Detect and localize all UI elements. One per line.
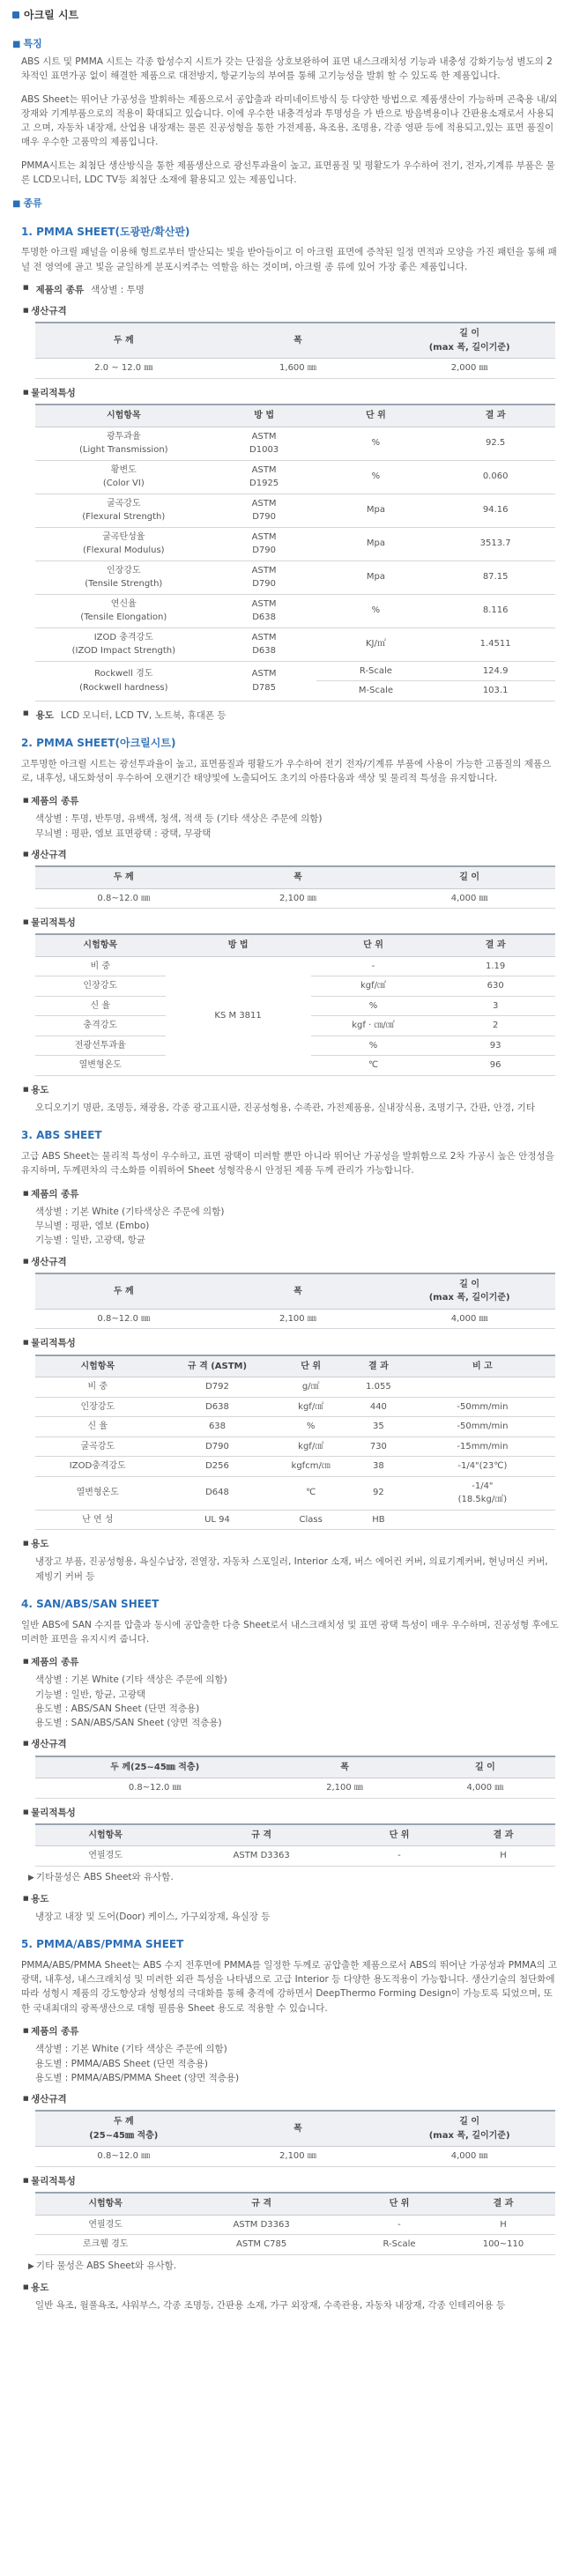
spec-heading: ■ 생산규격: [23, 304, 560, 318]
props-cell: %: [311, 1036, 436, 1056]
props-cell: 8.116: [435, 594, 555, 627]
usage-value: 냉장고 부품, 진공성형용, 욕실수납장, 전열장, 자동차 스포일러, Interior 소재, 버스 에어컨 커버, 의료기계커버, 현닝머신 커버, 제빙기 커버 등: [35, 1556, 548, 1582]
product-kind-value: 색상별 : 투명: [91, 284, 145, 295]
props-cell: 1.4511: [435, 627, 555, 661]
spec-table: [35, 1756, 555, 1799]
title-text: 아크릴 시트: [24, 9, 79, 21]
props-table: [35, 933, 555, 1076]
props-cell: kgfcm/㎝: [274, 1457, 347, 1477]
props-cell: [212, 661, 316, 701]
spec-cell: 0.8~12.0 ㎜: [35, 888, 212, 909]
props-cell: 94.16: [435, 494, 555, 527]
props-col-unit: 단 위: [316, 405, 436, 427]
spec-col-width: 폭: [212, 323, 384, 359]
props-cell: %: [274, 1417, 347, 1437]
product-kind-label: ■ 제품의 종류: [35, 284, 84, 295]
spec-cell: 2,000 ㎜: [383, 359, 555, 379]
table-row: [35, 1436, 555, 1457]
spec-col-length-label: 길 이 (max 폭, 길이기준): [428, 1279, 510, 1303]
props-cell: ℃: [274, 1476, 347, 1510]
props-heading: ■ 물리적특성: [23, 386, 560, 400]
props-cell: 124.9: [435, 661, 555, 681]
props-cell: 93: [435, 1036, 555, 1056]
spec-cell: 2.0 ~ 12.0 ㎜: [35, 359, 212, 379]
props-cell: ASTM D790: [212, 560, 316, 594]
props-col-result: 결 과: [347, 1355, 410, 1377]
props-cell: D256: [160, 1457, 275, 1477]
spec-col-thickness: 두 께: [35, 323, 212, 359]
props-cell: 비 중: [35, 956, 166, 976]
props-heading: ■ 물리적특성: [23, 2174, 560, 2188]
section-title-san-abs-san: 4. SAN/ABS/SAN SHEET: [21, 1597, 160, 1610]
kinds-heading: [12, 196, 560, 212]
product-kind-heading: ■ 제품의 종류: [23, 794, 560, 808]
props-cell: 100~110: [451, 2235, 555, 2255]
product-kind-line: 용도별 : PMMA/ABS Sheet (단면 적층용): [35, 2058, 208, 2069]
spec-cell: 0.8~12.0 ㎜: [35, 1309, 212, 1329]
props-cell: %: [316, 594, 436, 627]
props-cell: D790: [160, 1436, 275, 1457]
props-cell: 충격강도: [35, 1016, 166, 1036]
props-cell: R-Scale: [347, 2235, 451, 2255]
spec-col-width: 폭: [212, 1273, 384, 1310]
props-col-unit: 단 위: [347, 2193, 451, 2215]
spec-col-length-label: 길 이 (max 폭, 길이기준): [428, 329, 510, 353]
props-col-item: 시험항목: [35, 1355, 160, 1377]
props-cell: 3513.7: [435, 527, 555, 560]
props-cell: 신 율: [35, 1417, 160, 1437]
props-cell: UL 94: [160, 1510, 275, 1530]
props-table: [35, 1355, 555, 1531]
props-cell: Class: [274, 1510, 347, 1530]
props-cell: -1/4"(23℃): [410, 1457, 555, 1477]
props-cell: -1/4" (18.5kg/㎠): [410, 1476, 555, 1510]
props-cell: ℃: [311, 1056, 436, 1076]
props-cell: [410, 1377, 555, 1398]
rockwell-name: Rockwell 경도 (Rockwell hardness): [79, 669, 168, 693]
product-kind-list: [12, 2042, 560, 2085]
props-cell: [35, 661, 212, 701]
spec-cell: 4,000 ㎜: [415, 1778, 555, 1799]
props-cell: -: [311, 956, 436, 976]
square-bullet-icon: ■: [12, 39, 21, 49]
props-col-result: 결 과: [435, 934, 555, 956]
spec-col-thickness: 두 께(25~45㎜ 적층): [35, 1756, 274, 1778]
props-cell: 황변도 (Color VI): [35, 460, 212, 494]
props-cell: 신 율: [35, 996, 166, 1016]
props-heading: ■ 물리적특성: [23, 1336, 560, 1350]
props-col-unit: 단 위: [347, 1824, 451, 1846]
props-table: [35, 1823, 555, 1867]
props-cell: Mpa: [316, 494, 436, 527]
props-cell: 로크웰 경도: [35, 2235, 175, 2255]
props-cell: 굴곡탄성율 (Flexural Modulus): [35, 527, 212, 560]
usage-heading: ■ 용도: [23, 1537, 560, 1551]
product-kind-line: 색상별 : 투명, 반투명, 유백색, 청색, 적색 등 (기타 색상은 주문에 의함): [35, 813, 323, 825]
table-row: [35, 460, 555, 494]
props-cell: ASTM C785: [175, 2235, 347, 2255]
props-cell: ASTM D3363: [175, 2215, 347, 2235]
props-cell: H: [451, 2215, 555, 2235]
props-cell: kgf/㎠: [274, 1436, 347, 1457]
props-col-method: 방 법: [212, 405, 316, 427]
document-title: [12, 5, 560, 29]
props-cell: HB: [347, 1510, 410, 1530]
section-title-pmma-acrylic: 2. PMMA SHEET(아크릴시트): [21, 736, 176, 749]
feature-paragraph: ABS Sheet는 뛰어난 가공성을 발휘하는 제품으로서 공압출과 라미네이트방식 등 다양한 방법으로 제품생산이 가능하며 곤축용 내/외장재와 기계부품으로의 적용이 확대되고 있습니다. 이에 우수한 내충격성과 투명성을 가 반으로 방음벽용이나 간판용소재로서 사용되고 으며, 자동차 내장재, 산업용 내장재는 물론 진공성형을 통한 가전제품, 욕조용, 조명용, 각종 영판 등에 적용되고,있는 표면 품질이 매우 우수한 고품막의 제품입니다.: [21, 93, 558, 148]
table-row: [35, 956, 555, 976]
props-cell: -15mm/min: [410, 1436, 555, 1457]
props-col-result: 결 과: [451, 2193, 555, 2215]
section-title-pmma-light-guide: 1. PMMA SHEET(도광판/확산판): [21, 225, 190, 238]
spec-heading: ■ 생산규격: [23, 2092, 560, 2106]
props-col-item: 시험항목: [35, 934, 166, 956]
feature-heading: [12, 36, 560, 52]
props-cell: 난 연 성: [35, 1510, 160, 1530]
props-cell: ASTM D1925: [212, 460, 316, 494]
props-cell: 연필경도: [35, 1846, 175, 1867]
spec-col-length: 길 이: [415, 1756, 555, 1778]
feature-label: 특징: [23, 37, 42, 49]
spec-col-length: [383, 2111, 555, 2147]
props-cell: 연신율 (Tensile Elongation): [35, 594, 212, 627]
props-cell: Mpa: [316, 527, 436, 560]
props-cell: 열변형온도: [35, 1476, 160, 1510]
props-col-unit: 단 위: [311, 934, 436, 956]
props-cell: 103.1: [435, 681, 555, 702]
props-cell: kgf/㎠: [311, 976, 436, 997]
section-title-abs: 3. ABS SHEET: [21, 1129, 102, 1142]
usage-value: 오디오기기 명판, 조명등, 채광용, 각종 광고표시판, 진공성형용, 수족관, 가전제품용, 실내장식용, 조명기구, 간판, 안경, 기타: [35, 1102, 535, 1114]
props-cell: ASTM D1003: [212, 427, 316, 460]
title-square-icon: [12, 11, 19, 19]
spec-col-thickness: 두 께: [35, 866, 212, 888]
table-row: [35, 594, 555, 627]
product-kind-heading: [23, 283, 560, 297]
props-note: ▶ 기타 물성은 ABS Sheet와 유사함.: [12, 2259, 560, 2274]
spec-cell: 2,100 ㎜: [274, 1778, 414, 1799]
section-title-pmma-abs-pmma: 5. PMMA/ABS/PMMA SHEET: [21, 1938, 184, 1951]
props-cell: %: [316, 427, 436, 460]
props-cell: KS M 3811: [166, 956, 311, 1075]
props-cell: 전광선투과율: [35, 1036, 166, 1056]
rockwell-method: ASTM D785: [251, 669, 277, 693]
props-col-method: 규 격 (ASTM): [160, 1355, 275, 1377]
props-cell: g/㎤: [274, 1377, 347, 1398]
props-cell: ASTM D638: [212, 594, 316, 627]
product-kind-line: 기능별 : 일반, 고광택, 항균: [35, 1235, 145, 1246]
props-cell: 인장강도 (Tensile Strength): [35, 560, 212, 594]
spec-cell: 2,100 ㎜: [212, 888, 384, 909]
props-col-result: 결 과: [451, 1824, 555, 1846]
props-cell: ASTM D790: [212, 494, 316, 527]
spec-col-thickness: [35, 2111, 212, 2147]
spec-cell: 0.8~12.0 ㎜: [35, 2147, 212, 2167]
props-col-method: 방 법: [166, 934, 311, 956]
props-cell: 비 중: [35, 1377, 160, 1398]
props-cell: IZOD충격강도: [35, 1457, 160, 1477]
props-cell: ASTM D790: [212, 527, 316, 560]
props-cell: %: [316, 460, 436, 494]
props-cell: -: [347, 1846, 451, 1867]
props-cell: -50mm/min: [410, 1397, 555, 1417]
table-row: [35, 527, 555, 560]
props-cell: 87.15: [435, 560, 555, 594]
table-row: [35, 494, 555, 527]
props-cell: Mpa: [316, 560, 436, 594]
spec-table: [35, 322, 555, 379]
section-intro: 고급 ABS Sheet는 물리적 특성이 우수하고, 표면 광택이 미려할 뿐만 아니라 뛰어난 가공성을 발휘함으로 2차 가공시 높은 안정성을 유지하며, 두께편차의 극소화를 이뤄하여 Sheet 성형작용시 안정된 제품 두께 관리가 가능합니다.: [21, 1150, 554, 1177]
spec-cell: 2,100 ㎜: [212, 1309, 384, 1329]
product-kind-line: 색상별 : 기본 White (기타 색상은 주문에 의함): [35, 1674, 227, 1686]
spec-table: [35, 865, 555, 909]
props-col-method: 규 격: [175, 1824, 347, 1846]
spec-col-thickness: 두 께: [35, 1273, 212, 1310]
props-cell: 1.055: [347, 1377, 410, 1398]
product-kind-heading: ■ 제품의 종류: [23, 1655, 560, 1669]
product-kind-list: [12, 1205, 560, 1248]
usage-value: 냉장고 내장 및 도어(Door) 케이스, 가구외장재, 욕실장 등: [35, 1912, 271, 1923]
props-cell: H: [451, 1846, 555, 1867]
props-cell: 광투과율 (Light Transmission): [35, 427, 212, 460]
props-table: [35, 404, 555, 702]
spec-col-length: [383, 323, 555, 359]
props-cell: %: [311, 996, 436, 1016]
props-cell: 연필경도: [35, 2215, 175, 2235]
props-col-result: 결 과: [435, 405, 555, 427]
props-cell: 3: [435, 996, 555, 1016]
props-note: ▶ 기타물성은 ABS Sheet와 유사함.: [12, 1870, 560, 1885]
spec-table: [35, 1273, 555, 1330]
spec-col-width: 폭: [212, 2111, 384, 2147]
square-bullet-icon: ■: [12, 199, 21, 210]
spec-col-width: 폭: [274, 1756, 414, 1778]
props-cell: 2: [435, 1016, 555, 1036]
spec-heading: ■ 생산규격: [23, 1255, 560, 1269]
table-row: [35, 1397, 555, 1417]
props-col-method: 규 격: [175, 2193, 347, 2215]
props-cell: D792: [160, 1377, 275, 1398]
section-intro: 투명한 아크릴 패널을 이용해 형트로부터 발산되는 빛을 받아들이고 이 아크릴 표면에 증착된 일정 면적과 모양을 가진 패턴을 통해 패널 전 영역에 골고 빛을 균일하게 분포시켜주는 역할을 하는 것이며, 아크릴 종 류에 있어 가장 좋은 제품입니다.: [21, 247, 557, 272]
spec-col-length: 길 이: [383, 866, 555, 888]
props-cell: 92.5: [435, 427, 555, 460]
props-col-item: 시험항목: [35, 405, 212, 427]
section-intro: 일반 ABS에 SAN 수지를 압출과 동시에 공압출한 다층 Sheet로서 내스크래치성 및 표면 광택 특성이 매우 우수하며, 진공성형 후에도 미려한 표면을 유지시켜 줍니다.: [21, 1619, 559, 1644]
props-cell: kgf · ㎝/㎠: [311, 1016, 436, 1036]
spec-cell: 4,000 ㎜: [383, 2147, 555, 2167]
table-row: [35, 627, 555, 661]
usage-heading: ■ 용도: [23, 2281, 560, 2295]
props-heading: ■ 물리적특성: [23, 916, 560, 930]
usage-heading: ■ 용도: [23, 1083, 560, 1097]
props-cell: 730: [347, 1436, 410, 1457]
props-cell: 1.19: [435, 956, 555, 976]
section-intro: PMMA/ABS/PMMA Sheet는 ABS 수지 전후면에 PMMA를 일정한 두께로 공압출한 제품으로서 ABS의 뛰어난 가공성과 PMMA의 고광택, 내후성, 내스크래치성 및 미려한 외관 특성을 나타냄으로 고급 Interior 등 다양한 용도적용이 가능합니다. 생산기술의 첨단화에 따라 성형시 제품의 강도향상과 성형성의 극대화를 통해 충격에 강하면서 DeepThermo Forming Design이 가능토록 되었으며, 또한 국내최대의 광폭생산으로 대형 필름용 Sheet 용도로 적용할 수 있습니다.: [21, 1959, 558, 2014]
props-table: [35, 2192, 555, 2255]
props-cell: 38: [347, 1457, 410, 1477]
props-cell: 열변형온도: [35, 1056, 166, 1076]
spec-cell: 4,000 ㎜: [383, 888, 555, 909]
props-cell: 92: [347, 1476, 410, 1510]
props-cell: ASTM D638: [212, 627, 316, 661]
product-kind-heading: ■ 제품의 종류: [23, 1187, 560, 1201]
table-row: [35, 560, 555, 594]
feature-paragraph: ABS 시트 및 PMMA 시트는 각종 합성수지 시트가 갖는 단점을 상호보완하여 표면 내스크래치성 기능과 내충성 강화기능성 별도의 2차적인 표면가공 없이 해결한 제품으로 대전방지, 항균기능의 부여를 통해 고기능성을 발휘 할 수 있도록 한 제품입니다.: [21, 56, 553, 82]
product-kind-heading: ■ 제품의 종류: [23, 2024, 560, 2038]
props-col-item: 시험항목: [35, 1824, 175, 1846]
props-cell: 0.060: [435, 460, 555, 494]
props-cell: 96: [435, 1056, 555, 1076]
props-cell: D648: [160, 1476, 275, 1510]
product-kind-line: 무늬별 : 평판, 엠보 표면광택 : 광택, 무광택: [35, 828, 212, 839]
props-cell: M-Scale: [316, 681, 436, 702]
spec-col-length-label: 길 이 (max 폭, 길이기준): [428, 2117, 510, 2141]
spec-cell: 4,000 ㎜: [383, 1309, 555, 1329]
props-col-note: 비 고: [410, 1355, 555, 1377]
product-kind-line: 용도별 : ABS/SAN Sheet (단면 적층용): [35, 1703, 200, 1714]
table-row: [35, 1417, 555, 1437]
props-cell: 인장강도: [35, 976, 166, 997]
product-kind-list: [12, 812, 560, 841]
usage-heading: [23, 709, 560, 723]
props-cell: 굴곡강도 (Flexural Strength): [35, 494, 212, 527]
spec-cell: 2,100 ㎜: [212, 2147, 384, 2167]
section-intro: 고투명한 아크릴 시트는 광선투과율이 높고, 표면품질과 평활도가 우수하여 전기 전자/기계류 부품에 사용이 가능한 고품질의 제품으로, 내후성, 내도화성이 우수하여 오랜기간 태양빛에 노출되어도 초기의 아름다움과 색상 및 물리적 특성을 유지합니다.: [21, 758, 552, 783]
props-cell: kgf/㎠: [274, 1397, 347, 1417]
spec-cell: 1,600 ㎜: [212, 359, 384, 379]
props-cell: 638: [160, 1417, 275, 1437]
props-cell: IZOD 충격강도 (IZOD Impact Strength): [35, 627, 212, 661]
props-col-unit: 단 위: [274, 1355, 347, 1377]
props-cell: R-Scale: [316, 661, 436, 681]
table-row: [35, 427, 555, 460]
spec-cell: 0.8~12.0 ㎜: [35, 1778, 274, 1799]
spec-col-width: 폭: [212, 866, 384, 888]
props-cell: KJ/㎡: [316, 627, 436, 661]
table-row: [35, 1377, 555, 1398]
product-kind-line: 용도별 : PMMA/ABS/PMMA Sheet (양면 적층용): [35, 2072, 240, 2083]
props-cell: ASTM D3363: [175, 1846, 347, 1867]
table-row: [35, 1457, 555, 1477]
props-cell: 440: [347, 1397, 410, 1417]
spec-heading: ■ 생산규격: [23, 1737, 560, 1751]
spec-col-thickness-label: 두 께 (25~45㎜ 적층): [89, 2117, 159, 2141]
props-cell: 630: [435, 976, 555, 997]
usage-value: 일반 욕조, 월풀욕조, 샤워부스, 각종 조명등, 간판용 소재, 가구 외장재, 수족관용, 자동차 내장재, 각종 인테리어용 등: [35, 2299, 506, 2311]
spec-col-length: [383, 1273, 555, 1310]
props-cell: -: [347, 2215, 451, 2235]
props-cell: 굴곡강도: [35, 1436, 160, 1457]
usage-heading: ■ 용도: [23, 1892, 560, 1906]
table-row: [35, 1476, 555, 1510]
spec-heading: ■ 생산규격: [23, 848, 560, 862]
product-kind-line: 기능별 : 일반, 항균, 고광택: [35, 1689, 145, 1700]
props-col-item: 시험항목: [35, 2193, 175, 2215]
table-row: [35, 1510, 555, 1530]
props-cell: 35: [347, 1417, 410, 1437]
props-cell: D638: [160, 1397, 275, 1417]
product-kind-line: 색상별 : 기본 White (기타색상은 주문에 의함): [35, 1206, 225, 1217]
product-kind-line: 색상별 : 기본 White (기타 색상은 주문에 의함): [35, 2044, 227, 2055]
product-kind-line: 용도별 : SAN/ABS/SAN Sheet (양면 적층용): [35, 1718, 222, 1729]
product-kind-line: 무늬별 : 평판, 엠보 (Embo): [35, 1221, 150, 1232]
kinds-label: 종류: [23, 197, 42, 210]
usage-label: ■ 용도: [35, 709, 54, 721]
spec-table: [35, 2110, 555, 2167]
props-heading: ■ 물리적특성: [23, 1806, 560, 1820]
props-cell: -50mm/min: [410, 1417, 555, 1437]
product-kind-list: [12, 1673, 560, 1730]
props-cell: [410, 1510, 555, 1530]
feature-paragraph: PMMA시트는 최첨단 생산방식을 통한 제품생산으로 광선투과율이 높고, 표면품질 및 평활도가 우수하여 전기, 전자,기계류 부품은 물론 LCD모니터, LDC TV등 최첨단 소재에 활용되고 있는 제품입니다.: [21, 160, 555, 185]
usage-value: LCD 모니터, LCD TV, 노트북, 휴대폰 등: [60, 709, 227, 721]
props-cell: 인장강도: [35, 1397, 160, 1417]
